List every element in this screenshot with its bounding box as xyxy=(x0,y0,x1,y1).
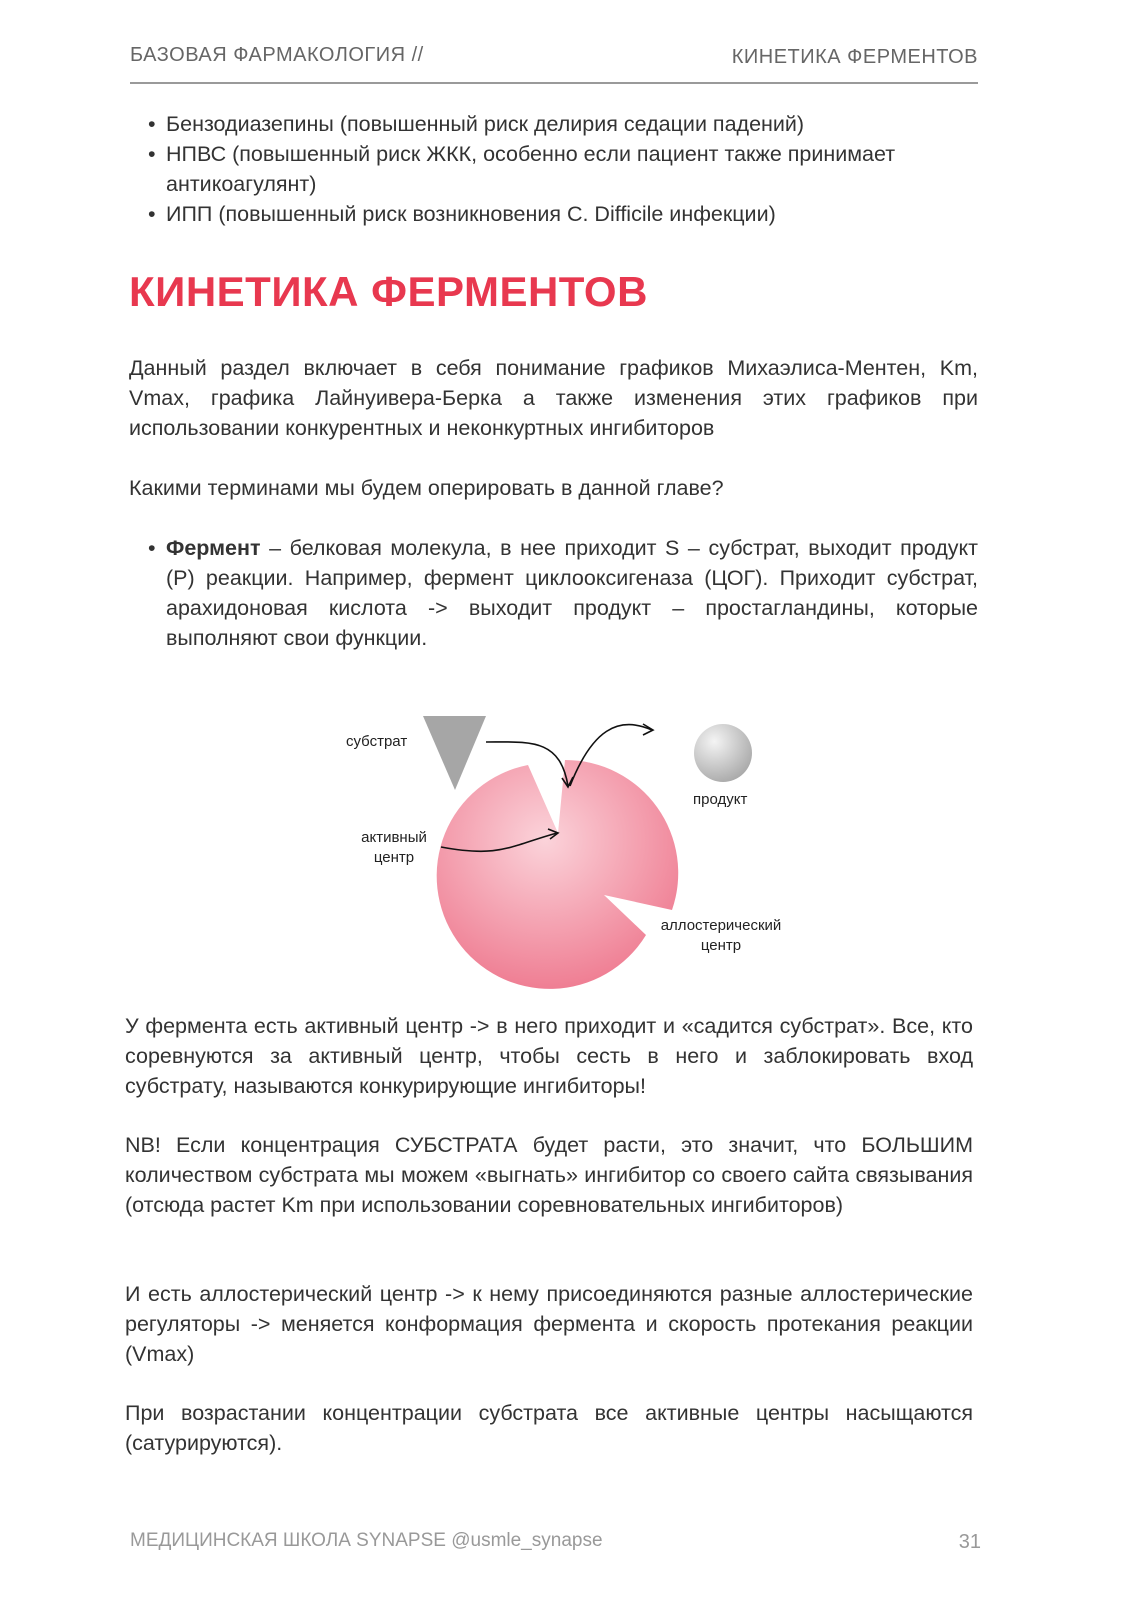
substrate-triangle xyxy=(423,716,486,790)
section-title: КИНЕТИКА ФЕРМЕНТОВ xyxy=(129,268,648,315)
nb-paragraph: NB! Если концентрация СУБСТРАТА будет расти, это значит, что БОЛЬШИМ количеством субстрата мы можем «выгнать» ингибитор со своего сайта связывания (отсюда растет Km при использовании соревновательных ингибиторов) xyxy=(125,1133,973,1217)
label-substrate: субстрат xyxy=(346,733,408,750)
question-paragraph: Какими терминами мы будем оперировать в данной главе? xyxy=(129,476,724,500)
footer-school: МЕДИЦИНСКАЯ ШКОЛА SYNAPSE @usmle_synapse xyxy=(130,1530,603,1551)
header-chapter-title: КИНЕТИКА ФЕРМЕНТОВ xyxy=(731,46,978,68)
header-book-title: БАЗОВАЯ ФАРМАКОЛОГИЯ // xyxy=(130,44,424,66)
definition-term: Фермент xyxy=(166,536,261,560)
label-product: продукт xyxy=(693,791,748,808)
page-header xyxy=(130,44,978,84)
drug-risk-list xyxy=(148,109,988,229)
list-item: • Бензодиазепины (повышенный риск делирия седации падений) xyxy=(148,109,988,139)
intro-paragraph: Данный раздел включает в себя понимание графиков Михаэлиса-Ментен, Km, Vmax, графика Лайнуивера-Берка а также изменения этих графиков при использовании конкурентных и неконкуртных ингибиторов xyxy=(129,356,978,440)
label-active-center: активный центр xyxy=(361,829,427,866)
page-number: 31 xyxy=(958,1531,981,1553)
definition-list xyxy=(148,533,978,653)
label-allosteric-center: аллостерический центр xyxy=(660,917,782,954)
product-sphere xyxy=(694,724,752,782)
saturation-paragraph: При возрастании концентрации субстрата все активные центры насыщаются (сатурируются). xyxy=(125,1401,973,1455)
definition-text: – белковая молекула, в нее приходит S – субстрат, выходит продукт (P) реакции. Например, фермент циклооксигеназа (ЦОГ). Приходит субстрат, арахидоновая кислота -> выходит продукт – простагландины, которые выполняют свои функции. xyxy=(166,536,978,650)
definition-item xyxy=(148,533,978,653)
enzyme-diagram xyxy=(300,690,820,990)
list-item: • НПВС (повышенный риск ЖКК, особенно если пациент также принимает антикоагулянт) xyxy=(148,139,988,199)
list-item: • ИПП (повышенный риск возникновения C. Difficile инфекции) xyxy=(148,199,988,229)
enzyme-shape xyxy=(437,760,679,989)
allosteric-paragraph: И есть аллостерический центр -> к нему присоединяются разные аллостерические регуляторы -> меняется конформация фермента и скорость протекания реакции (Vmax) xyxy=(125,1282,973,1366)
active-center-paragraph: У фермента есть активный центр -> в него приходит и «садится субстрат». Все, кто соревнуются за активный центр, чтобы сесть в него и заблокировать вход субстрату, называются конкурирующие ингибиторы! xyxy=(125,1014,973,1098)
